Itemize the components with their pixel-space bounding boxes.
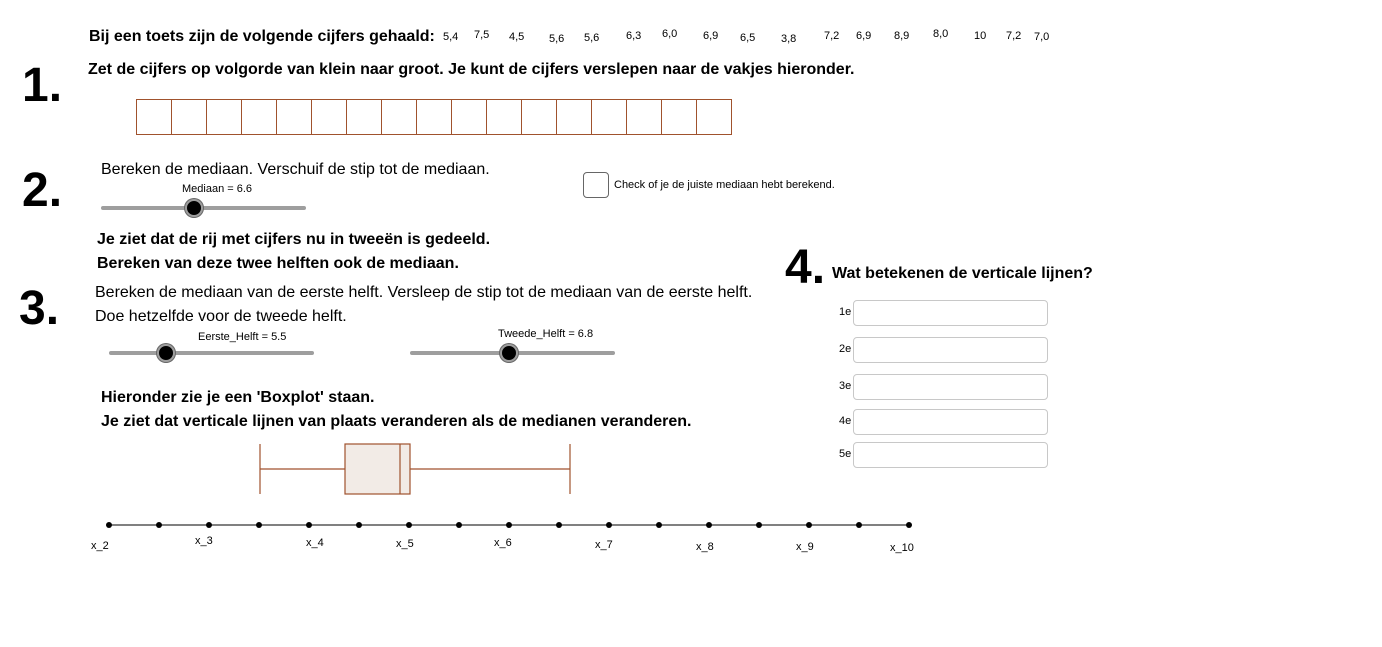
split-line2: Bereken van deze twee helften ook de mediaan. [97, 255, 459, 272]
score-item[interactable]: 6,9 [856, 30, 872, 42]
axis-tick-dot [406, 522, 412, 528]
answer-input[interactable] [853, 337, 1048, 363]
answer-label: 4e [839, 415, 852, 427]
axis-label: x_4 [306, 537, 324, 549]
score-item[interactable]: 6,3 [626, 30, 642, 42]
boxplot [260, 444, 570, 494]
axis-label: x_9 [796, 541, 814, 553]
axis-tick-dot [256, 522, 262, 528]
score-item[interactable]: 3,8 [781, 33, 797, 45]
answer-label: 1e [839, 306, 852, 318]
q4-number: 4. [785, 241, 826, 294]
score-item[interactable]: 7,2 [1006, 30, 1022, 42]
score-item[interactable]: 7,2 [824, 30, 840, 42]
q4-question: Wat betekenen de verticale lijnen? [832, 265, 1093, 282]
score-item[interactable]: 5,6 [549, 33, 565, 45]
axis-tick-dot [206, 522, 212, 528]
axis-tick-dot [606, 522, 612, 528]
q3-line2: Doe hetzelfde voor de tweede helft. [95, 308, 347, 325]
answer-label: 3e [839, 380, 852, 392]
boxplot-line1: Hieronder zie je een 'Boxplot' staan. [101, 389, 375, 406]
axis-label: x_8 [696, 541, 714, 553]
q3-number: 3. [19, 282, 60, 335]
score-item[interactable]: 5,4 [443, 31, 459, 43]
answer-input[interactable] [853, 409, 1048, 435]
axis-tick-dot [306, 522, 312, 528]
score-item[interactable]: 7,0 [1034, 31, 1050, 43]
q1-number: 1. [22, 59, 63, 112]
axis-tick-dot [706, 522, 712, 528]
intro-text: Bij een toets zijn de volgende cijfers gehaald: [89, 28, 435, 45]
score-item[interactable]: 7,5 [474, 29, 490, 41]
axis-tick-dot [856, 522, 862, 528]
score-item[interactable]: 10 [974, 30, 987, 42]
boxplot-line2: Je ziet dat verticale lijnen van plaats veranderen als de medianen veranderen. [101, 413, 692, 430]
axis-tick-dot [556, 522, 562, 528]
median-slider-label: Mediaan = 6.6 [182, 183, 253, 195]
axis-tick-dot [356, 522, 362, 528]
first-half-slider-label: Eerste_Helft = 5.5 [198, 331, 287, 343]
score-item[interactable]: 8,9 [894, 30, 910, 42]
axis-label: x_7 [595, 539, 613, 551]
q2-instruction: Bereken de mediaan. Verschuif de stip tot de mediaan. [101, 161, 490, 178]
score-item[interactable]: 8,0 [933, 28, 949, 40]
answer-label: 2e [839, 343, 852, 355]
axis-label: x_5 [396, 538, 414, 550]
answer-input[interactable] [853, 442, 1048, 468]
q3-line1: Bereken de mediaan van de eerste helft. Versleep de stip tot de mediaan van de eerste helft. [95, 284, 753, 301]
axis-tick-dot [806, 522, 812, 528]
axis-tick-dot [506, 522, 512, 528]
axis-label: x_10 [890, 542, 914, 554]
score-item[interactable]: 4,5 [509, 31, 525, 43]
check-median-label: Check of je de juiste mediaan hebt berekend. [614, 179, 835, 191]
axis-label: x_2 [91, 540, 109, 552]
axis-label: x_3 [195, 535, 213, 547]
score-item[interactable]: 6,9 [703, 30, 719, 42]
score-item[interactable]: 6,0 [662, 28, 678, 40]
second-half-slider-label: Tweede_Helft = 6.8 [498, 328, 594, 340]
axis-tick-dot [106, 522, 112, 528]
axis-tick-dot [756, 522, 762, 528]
axis-label: x_6 [494, 537, 512, 549]
answer-input[interactable] [853, 374, 1048, 400]
answer-label: 5e [839, 448, 852, 460]
axis-tick-dot [656, 522, 662, 528]
axis-tick-dot [906, 522, 912, 528]
axis-tick-dot [456, 522, 462, 528]
answer-input[interactable] [853, 300, 1048, 326]
q2-number: 2. [22, 164, 63, 217]
axis-tick-dot [156, 522, 162, 528]
q1-instruction: Zet de cijfers op volgorde van klein naar groot. Je kunt de cijfers verslepen naar de vakjes hieronder. [88, 61, 855, 78]
score-item[interactable]: 5,6 [584, 32, 600, 44]
split-line1: Je ziet dat de rij met cijfers nu in tweeën is gedeeld. [97, 231, 491, 248]
score-item[interactable]: 6,5 [740, 32, 756, 44]
